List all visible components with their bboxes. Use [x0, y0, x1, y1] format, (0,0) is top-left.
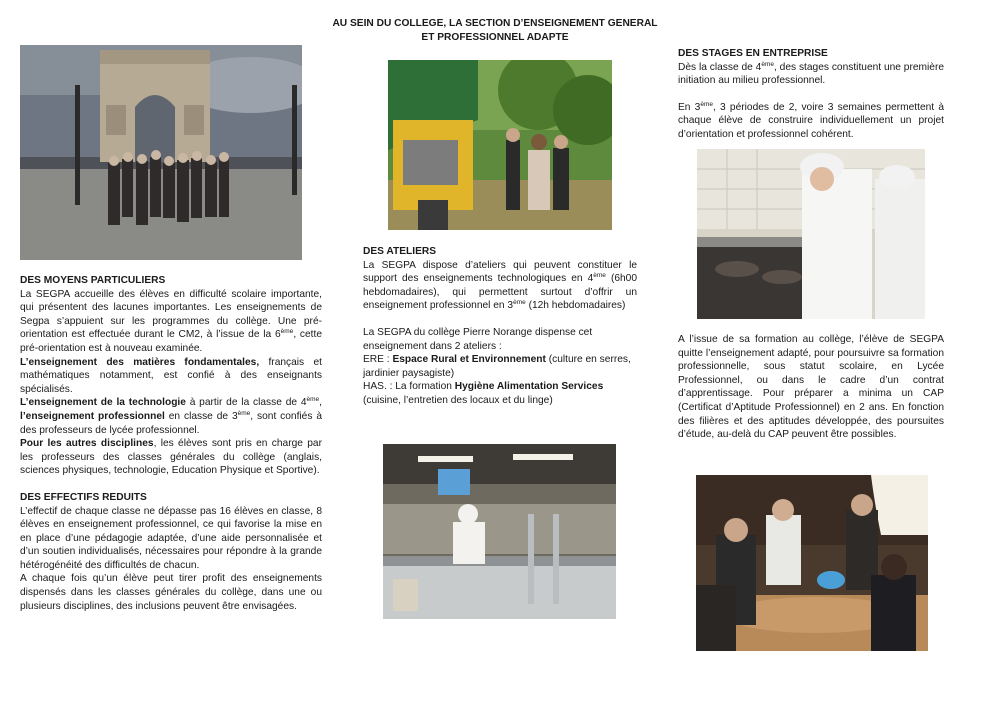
stages-heading: DES STAGES EN ENTREPRISE: [678, 48, 828, 59]
column-right: [678, 47, 944, 142]
ere-line: ERE : Espace Rural et Environnement (culture en serres, jardinier paysagiste): [363, 354, 631, 379]
moyens-paragraph-4: Pour les autres disciplines, les élèves sont pris en charge par les professeurs des classes générales du collège (anglais, sciences physiques, technologie, Education Physique et Sportive).: [20, 438, 322, 477]
moyens-paragraph-2: L’enseignement des matières fondamentales, français et mathématiques notamment, est confié à des enseignants spécialisés.: [20, 356, 322, 395]
effectifs-paragraph-1: L’effectif de chaque classe ne dépasse pas 16 élèves en classe, 8 élèves en enseignement professionnel, ce qui favorise la mise en en place d’une pédagogie adaptée, d’une aide personnalisée et d’un soutien individualisés, nécessaires pour répondre à la grande hétérogénéité des difficultés de chacun.: [20, 505, 322, 571]
page-title-line1: AU SEIN DU COLLEGE, LA SECTION D’ENSEIGNEMENT GENERAL: [332, 18, 658, 29]
moyens-paragraph-1: La SEGPA accueille des élèves en difficulté scolaire importante, qui présentent des lacunes importantes. Les enseignements de Segpa s’appuient sur les programmes du collège. Une pré-orientation est effectuée durant le CM2, à l’issue de la 6ème, cette pré-orientation est à nouveau examinée.: [20, 288, 322, 354]
stages-paragraph-2: En 3ème, 3 périodes de 2, voire 3 semaines permettent à chaque élève de construire individuellement un projet d’orientation et professionnel cohérent.: [678, 100, 944, 140]
page-title: [320, 17, 670, 45]
effectifs-heading: DES EFFECTIFS REDUITS: [20, 491, 147, 503]
arc-de-triomphe-photo: [20, 45, 302, 260]
has-line: HAS. : La formation Hygiène Alimentation Services (cuisine, l’entretien des locaux et du linge): [363, 381, 604, 406]
baking-class-photo: [696, 475, 928, 651]
effectifs-paragraph-2: A chaque fois qu’un élève peut tirer profit des enseignements dispensés dans les classes générales du collège, dans une ou plusieurs disciplines, des inclusions peuvent être envisagées.: [20, 573, 322, 612]
ateliers-paragraph-2: La SEGPA du collège Pierre Norange dispense cet enseignement dans 2 ateliers :: [363, 326, 593, 352]
column-right-lower: [678, 333, 944, 442]
ateliers-paragraph-1: La SEGPA dispose d’ateliers qui peuvent constituer le support des enseignements technologiques en 4ème (6h00 hebdomadaires), qui permettent surtout d’offrir un enseignement professionnel en 3ème (12h hebdomadaires): [363, 259, 638, 312]
garden-workshop-photo: [388, 60, 612, 230]
issue-paragraph: A l’issue de sa formation au collège, l’élève de SEGPA quitte l’enseignement adapté, pour poursuivre sa formation professionnelle, sous statut scolaire, en Lycée Professionnel, ou dans le cadre d’un contrat d’apprentissage. Pour préparer a minima un CAP (Certificat d’Aptitude Professionnel) en 2 ans. En fonction des filières et des aptitudes développée, des poursuites d’étude, au-delà du CAP peuvent être possibles.: [678, 334, 944, 441]
kitchen-workshop-photo: [383, 444, 616, 619]
cooking-student-photo: [697, 149, 925, 319]
column-left: [20, 274, 322, 613]
ateliers-heading: DES ATELIERS: [363, 246, 437, 257]
page-title-line2: ET PROFESSIONNEL ADAPTE: [421, 32, 569, 43]
stages-paragraph-1: Dès la classe de 4ème, des stages constituent une première initiation au milieu professionnel.: [678, 60, 945, 87]
moyens-heading: DES MOYENS PARTICULIERS: [20, 275, 166, 286]
moyens-paragraph-3: L’enseignement de la technologie à partir de la classe de 4ème, l’enseignement professionnel en classe de 3ème, sont confiés à des professeurs de lycée professionnel.: [20, 396, 323, 436]
column-middle: [363, 245, 637, 408]
